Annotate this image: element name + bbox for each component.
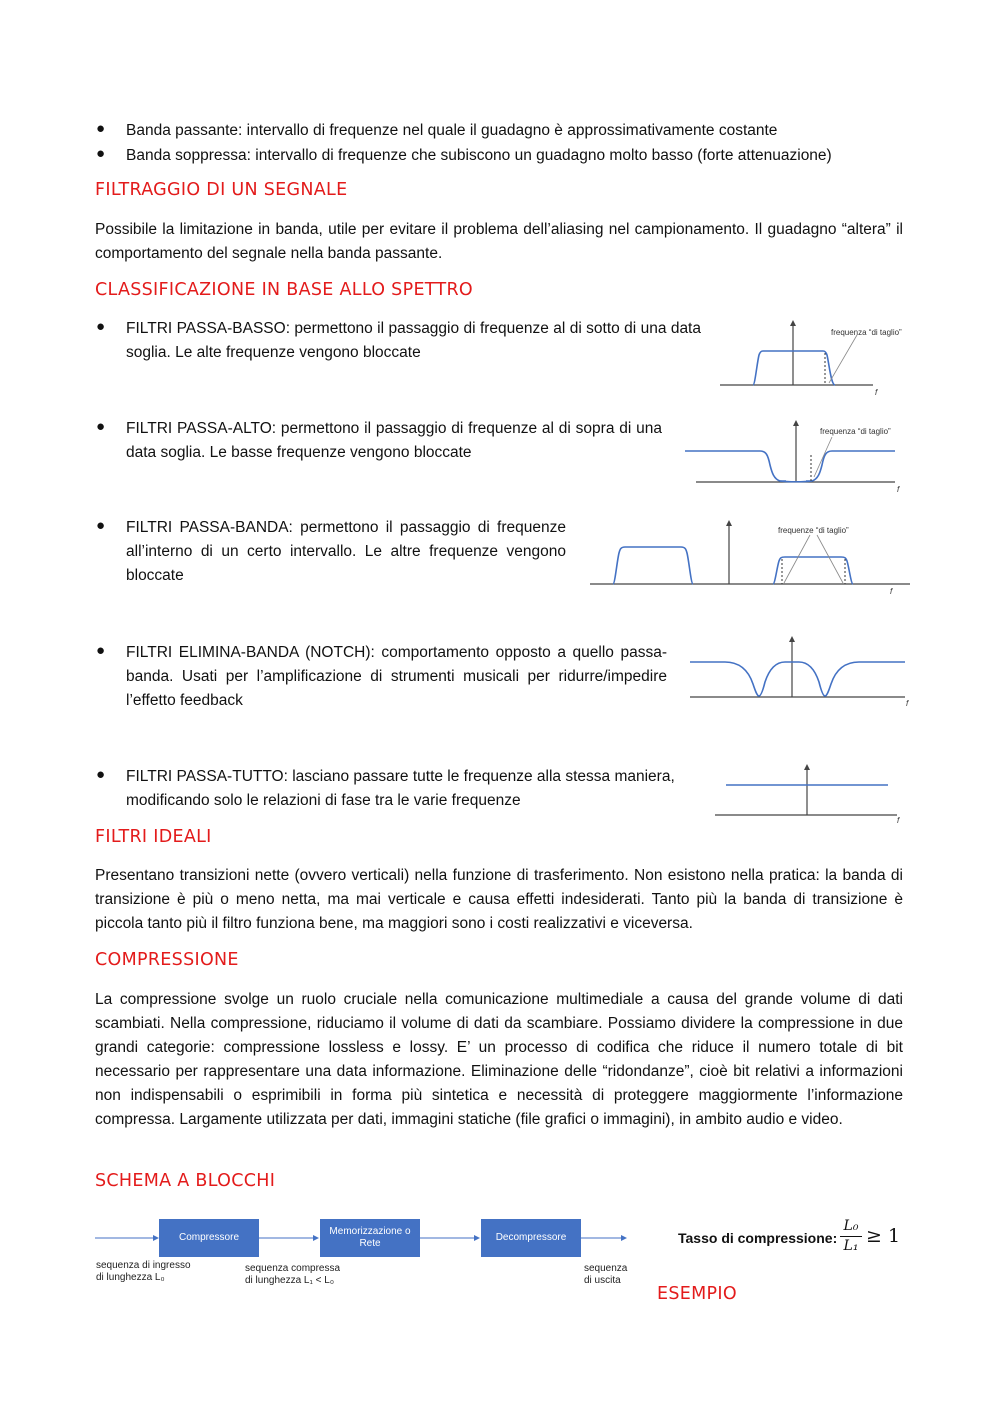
bandpass-axis-label: f	[890, 587, 893, 596]
notch-axis-label: f	[906, 699, 909, 708]
fraction-numerator: L₀	[843, 1218, 859, 1234]
allpass-axis-label: f	[897, 816, 900, 825]
compression-rate-label: Tasso di compressione:	[678, 1230, 838, 1246]
bullet-dot: ●	[96, 517, 106, 534]
paragraph-filtraggio: Possibile la limitazione in banda, utile per evitare il problema dell’aliasing nel campionamento. Il guadagno “altera” il comportamento del segnale nella banda passante.	[95, 221, 903, 262]
item-passa-alto: FILTRI PASSA-ALTO: permettono il passaggio di frequenze al di sopra di una data soglia. Le basse frequenze vengono bloccate	[126, 420, 662, 461]
bullet-dot: ●	[96, 642, 106, 659]
highpass-figure	[680, 415, 910, 500]
paragraph-compressione: La compressione svolge un ruolo cruciale nella comunicazione multimediale a causa del grande volume di dati scambiati. Nella compressione, riduciamo il volume di dati da scambiare. Possiamo dividere la compressione in due grandi categorie: compressione lossless e lossy. E’ un processo di codifica che riduce il numero totale di bit necessario per rappresentare una data informazione. Eliminazione delle “ridondanze”, cioè bit relativi a informazioni non indispensabili o esprimibili in forma più sintetica e necessità di proteggere maggiormente l’informazione compressa. Largamente utilizzata per dati, immagini statiche (file grafici o immagini), in ambito audio e video.	[95, 991, 903, 1128]
item-elimina-banda: FILTRI ELIMINA-BANDA (NOTCH): comportamento opposto a quello passa-banda. Usati per l’amplificazione di strumenti musicali per ridurre/impedire l’effetto feedback	[126, 644, 667, 709]
heading-filtraggio: FILTRAGGIO DI UN SEGNALE	[95, 180, 348, 200]
output-sequence-label: sequenza di uscita	[584, 1263, 628, 1286]
compressed-sequence-label: sequenza compressa di lunghezza L₁ < L₀	[245, 1263, 341, 1286]
heading-schema: SCHEMA A BLOCCHI	[95, 1171, 276, 1191]
bullet-dot: ●	[96, 120, 106, 137]
allpass-figure	[712, 760, 912, 825]
item-passa-banda: FILTRI PASSA-BANDA: permettono il passaggio di frequenze all’interno di un certo intervallo. Le altre frequenze vengono bloccate	[126, 519, 566, 584]
bullet-dot: ●	[96, 145, 106, 162]
item-passa-tutto: FILTRI PASSA-TUTTO: lasciano passare tutte le frequenze alla stessa maniera, modificando solo le relazioni di fase tra le varie frequenze	[126, 768, 675, 809]
fraction-bar	[840, 1236, 862, 1237]
storage-network-block: Memorizzazione o Rete	[320, 1219, 420, 1257]
heading-classificazione: CLASSIFICAZIONE IN BASE ALLO SPETTRO	[95, 280, 474, 300]
heading-esempio: ESEMPIO	[657, 1284, 737, 1304]
bullet-dot: ●	[96, 318, 106, 335]
intro-bullet-2: Banda soppressa: intervallo di frequenze che subiscono un guadagno molto basso (forte attenuazione)	[126, 147, 832, 164]
highpass-cutoff-label: frequenza “di taglio”	[820, 427, 891, 436]
bandpass-figure	[585, 515, 915, 600]
bullet-dot: ●	[96, 766, 106, 783]
notch-figure	[685, 632, 915, 712]
paragraph-filtri-ideali: Presentano transizioni nette (ovvero verticali) nella funzione di trasferimento. Non esistono nella pratica: la banda di transizione è più o meno netta, ma mai verticale e causa effetti indesiderati. Tanto più la banda di transizione è piccola tanto più il filtro funziona bene, ma maggiori sono i costi realizzativi e viceversa.	[95, 867, 903, 932]
compression-rate-fraction	[840, 1218, 862, 1255]
lowpass-axis-label: f	[875, 388, 878, 397]
decompressor-block: Decompressore	[481, 1219, 581, 1257]
intro-bullet-1: Banda passante: intervallo di frequenze nel quale il guadagno è approssimativamente costante	[126, 122, 778, 139]
lowpass-cutoff-label: frequenza “di taglio”	[831, 328, 902, 337]
item-passa-basso: FILTRI PASSA-BASSO: permettono il passaggio di frequenze al di sotto di una data soglia. Le alte frequenze vengono bloccate	[126, 320, 701, 361]
heading-compressione: COMPRESSIONE	[95, 950, 239, 970]
compression-rate-relation: ≥ 1	[866, 1225, 901, 1247]
lowpass-figure	[715, 315, 915, 400]
fraction-denominator: L₁	[843, 1238, 859, 1254]
compressor-block: Compressore	[159, 1219, 259, 1257]
highpass-axis-label: f	[897, 485, 900, 494]
heading-filtri-ideali: FILTRI IDEALI	[95, 827, 212, 847]
input-sequence-label: sequenza di ingresso di lunghezza L₀	[96, 1260, 191, 1283]
bullet-dot: ●	[96, 418, 106, 435]
bandpass-cutoff-label: frequenze “di taglio”	[778, 526, 849, 535]
